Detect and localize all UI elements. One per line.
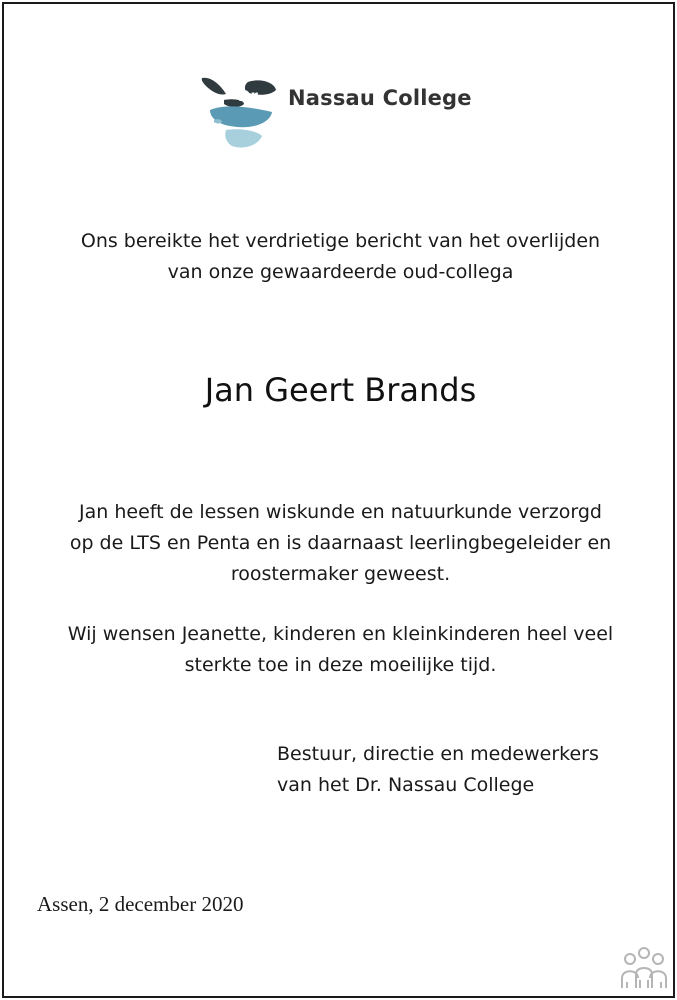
paragraph-line: roostermaker geweest. — [230, 563, 451, 585]
paragraph-condolence — [4, 619, 677, 681]
signature — [277, 739, 599, 801]
signature-line: van het Dr. Nassau College — [277, 774, 535, 796]
paragraph-career — [4, 497, 677, 590]
paragraph-line: Jan heeft de lessen wiskunde en natuurkunde verzorgd — [79, 501, 602, 523]
school-logo — [200, 74, 500, 154]
paragraph-line: op de LTS en Penta en is daarnaast leerlingbegeleider en — [69, 532, 612, 554]
butterfly-logo-icon — [200, 74, 290, 154]
intro-line: Ons bereikte het verdrietige bericht van het overlijden — [80, 230, 601, 252]
paragraph-line: sterkte toe in deze moeilijke tijd. — [184, 654, 497, 676]
place-date: Assen, 2 december 2020 — [37, 892, 244, 916]
deceased-name: Jan Geert Brands — [204, 371, 477, 409]
signature-line: Bestuur, directie en medewerkers — [277, 743, 599, 765]
logo-prefix: Dr — [238, 87, 258, 105]
intro-line: van onze gewaardeerde oud-collega — [167, 261, 514, 283]
logo-school-name: Nassau College — [288, 86, 472, 110]
intro-text — [4, 226, 677, 288]
family-people-icon — [619, 944, 669, 992]
announcement-frame — [2, 2, 675, 998]
paragraph-line: Wij wensen Jeanette, kinderen en kleinkinderen heel veel — [67, 623, 614, 645]
